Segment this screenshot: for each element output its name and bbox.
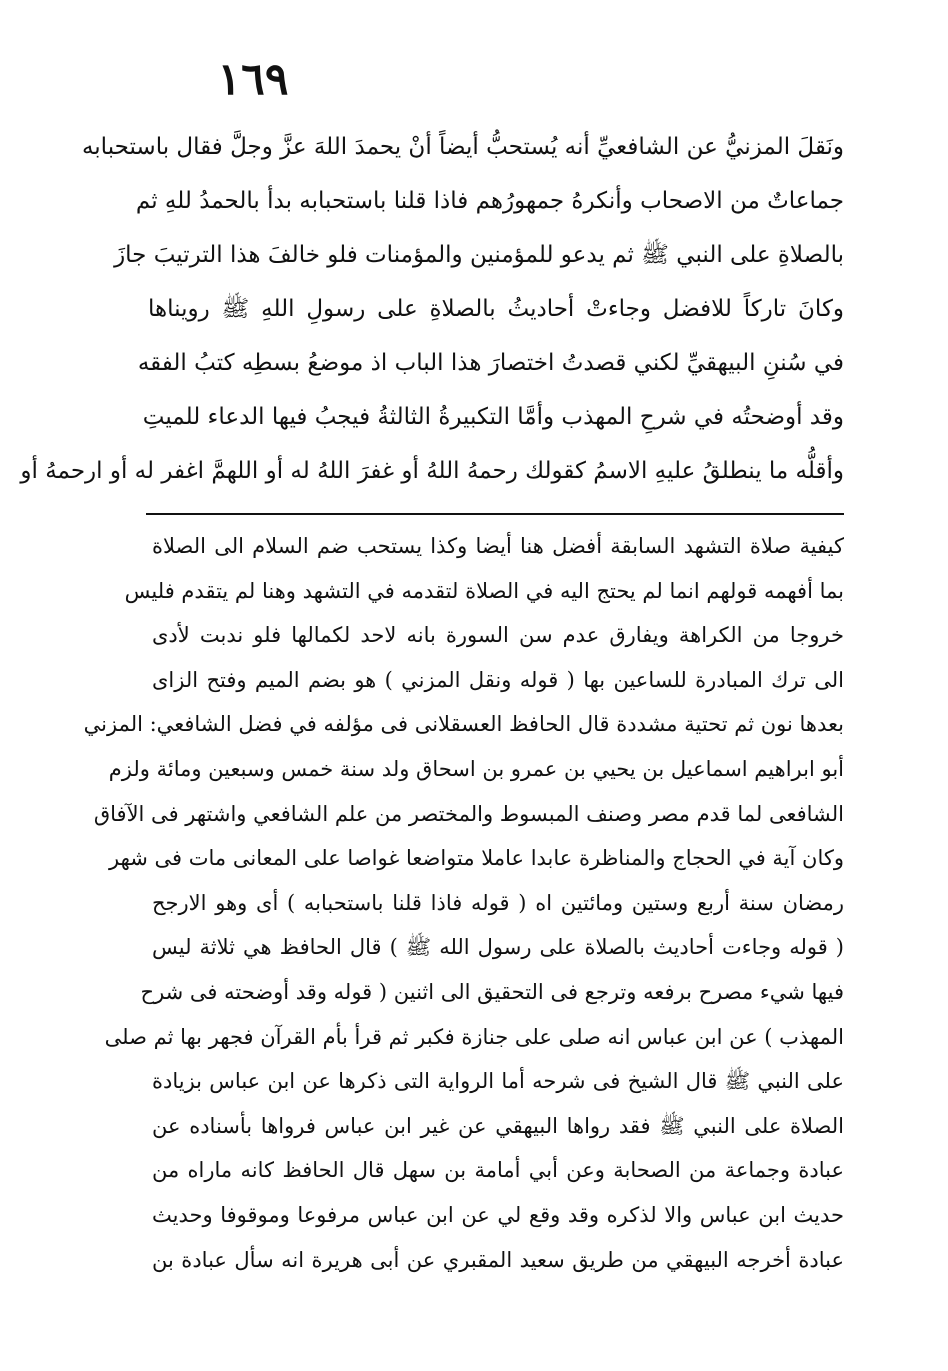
commentary-line: رمضان سنة أربع وستين ومائتين اه ( قوله فاذا قلنا باستحبابه ) أى وهو الارجح: [152, 890, 844, 915]
page-number: ١٦٩: [217, 54, 289, 105]
commentary-line: الصلاة على النبي ﷺ فقد رواها البيهقي عن غير ابن عباس فرواها بأسناده عن: [152, 1113, 844, 1138]
commentary-line: بما أفهمه قولهم انما لم يحتج اليه في الصلاة لتقدمه في التشهد وهنا لم يتقدم فليس: [124, 578, 844, 603]
commentary-block: [83, 524, 844, 1282]
commentary-line: ( قوله وجاءت أحاديث بالصلاة على رسول الله ﷺ ) قال الحافظ هي ثلاثة ليس: [152, 935, 844, 960]
commentary-line: وكان آية في الحجاج والمناظرة عابدا عاملا متواضعا غواصا على المعانى مات فى شهر: [109, 846, 844, 871]
main-text-line: جماعاتٌ من الاصحاب وأنكرهُ جمهورُهم فاذا قلنا باستحبابه بدأ بالحمدُ للهِ ثم: [135, 188, 844, 214]
commentary-line: الى ترك المبادرة للساعين بها ( قوله ونقل المزني ) هو بضم الميم وفتح الزاى: [152, 667, 844, 692]
commentary-line: عبادة وجماعة من الصحابة وعن أبي أمامة بن سهل قال الحافظ كانه ماراه من: [152, 1158, 844, 1183]
main-text-line: في سُننِ البيهقيِّ لكني قصدتُ اختصارَ هذا الباب اذ موضعُ بسطِه كتبُ الفقه: [137, 350, 844, 376]
main-text-block: [20, 120, 844, 498]
commentary-line: عبادة أخرجه البيهقي من طريق سعيد المقبري عن أبى هريرة انه سأل عبادة بن: [152, 1247, 844, 1272]
separator-rule: [146, 513, 844, 515]
commentary-line: حديث ابن عباس والا لذكره وقد وقع لي عن ابن عباس مرفوعا وموقوفا وحديث: [152, 1202, 844, 1227]
commentary-line: كيفية صلاة التشهد السابقة أفضل هنا أيضا وكذا يستحب ضم السلام الى الصلاة: [152, 534, 844, 558]
commentary-line: المهذب ) عن ابن عباس انه صلى على جنازة فكبر ثم قرأ بأم القرآن فجهر بها ثم صلى: [104, 1024, 844, 1049]
main-text-line: ونَقلَ المزنيُّ عن الشافعيِّ أنه يُستحبُّ أيضاً أنْ يحمدَ اللهَ عزَّ وجلَّ فقال باستحبابه: [81, 134, 844, 160]
commentary-line: فيها شيء مصرح برفعه وترجع فى التحقيق الى اثنين ( قوله وقد أوضحته فى شرح: [140, 979, 844, 1004]
commentary-line: بعدها نون ثم تحتية مشددة قال الحافظ العسقلانى فى مؤلفه في فضل الشافعي: المزني: [83, 712, 844, 737]
main-text-line: وقد أوضحتُه في شرحِ المهذب وأمَّا التكبيرةُ الثالثةُ فيجبُ فيها الدعاء للميتِ: [142, 404, 844, 430]
main-text-line: وأقلُّه ما ينطلقُ عليهِ الاسمُ كقولك رحمهُ اللهُ أو غفرَ اللهُ له أو اللهمَّ اغفر له أو ارحمهُ أو: [20, 458, 844, 484]
commentary-line: على النبي ﷺ قال الشيخ فى شرحه أما الرواية التى ذكرها عن ابن عباس بزيادة: [152, 1069, 844, 1094]
commentary-line: خروجا من الكراهة ويفارق عدم سن السورة بانه لاحد لكمالها فلو ندبت لأدى: [152, 623, 844, 648]
commentary-line: الشافعى لما قدم مصر وصنف المبسوط والمختصر من علم الشافعي واشتهر فى الآفاق: [93, 801, 844, 826]
main-text-line: بالصلاةِ على النبي ﷺ ثم يدعو للمؤمنين والمؤمنات فلو خالفَ هذا الترتيبَ جازَ: [114, 242, 844, 268]
main-text-line: وكانَ تاركاً للافضل وجاءتْ أحاديثُ بالصلاةِ على رسولِ اللهِ ﷺ رويناها: [148, 296, 844, 322]
commentary-line: أبو ابراهيم اسماعيل بن يحيي بن عمرو بن اسحاق ولد سنة خمس وسبعين ومائة ولزم: [108, 756, 844, 781]
